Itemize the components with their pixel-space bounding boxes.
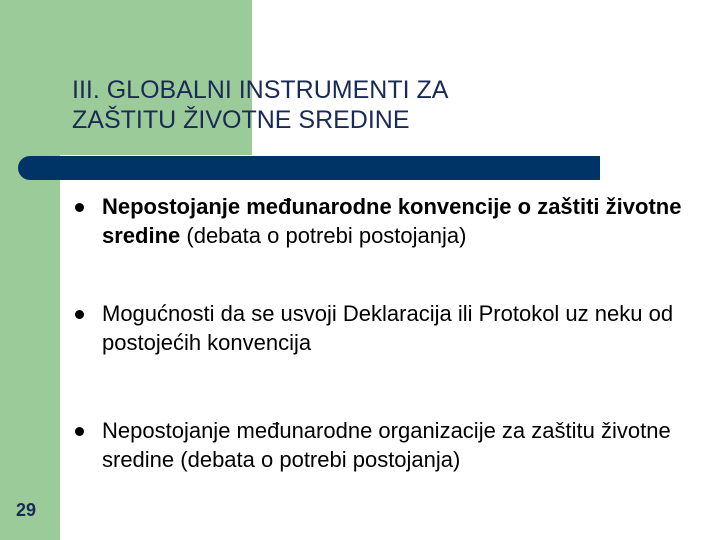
bullet-text-3: Nepostojanje međunarodne organizacije za zaštitu životne sredine (debata o potrebi postojanja) — [102, 418, 671, 472]
green-side-strip — [0, 0, 60, 540]
bullet-dot-icon — [75, 203, 84, 212]
title-line-1: III. GLOBALNI INSTRUMENTI ZA — [72, 76, 449, 104]
bullet-1-rest: (debata o potrebi postojanja) — [180, 223, 467, 248]
page-number: 29 — [16, 500, 37, 520]
bullet-text-1 — [102, 192, 692, 250]
bullet-text-2: Mogućnosti da se usvoji Deklaracija ili Protokol uz neku od postojećih konvencija — [102, 301, 674, 355]
bullet-dot-icon — [75, 310, 84, 319]
bullet-dot-icon — [75, 427, 84, 436]
slide-title — [72, 75, 692, 135]
title-underline-bar — [18, 156, 600, 180]
title-line-2: ZAŠTITU ŽIVOTNE SREDINE — [72, 106, 410, 134]
bullet-1-bold: Nepostojanje međunarodne konvencije o zaštiti životne sredine — [102, 194, 682, 248]
